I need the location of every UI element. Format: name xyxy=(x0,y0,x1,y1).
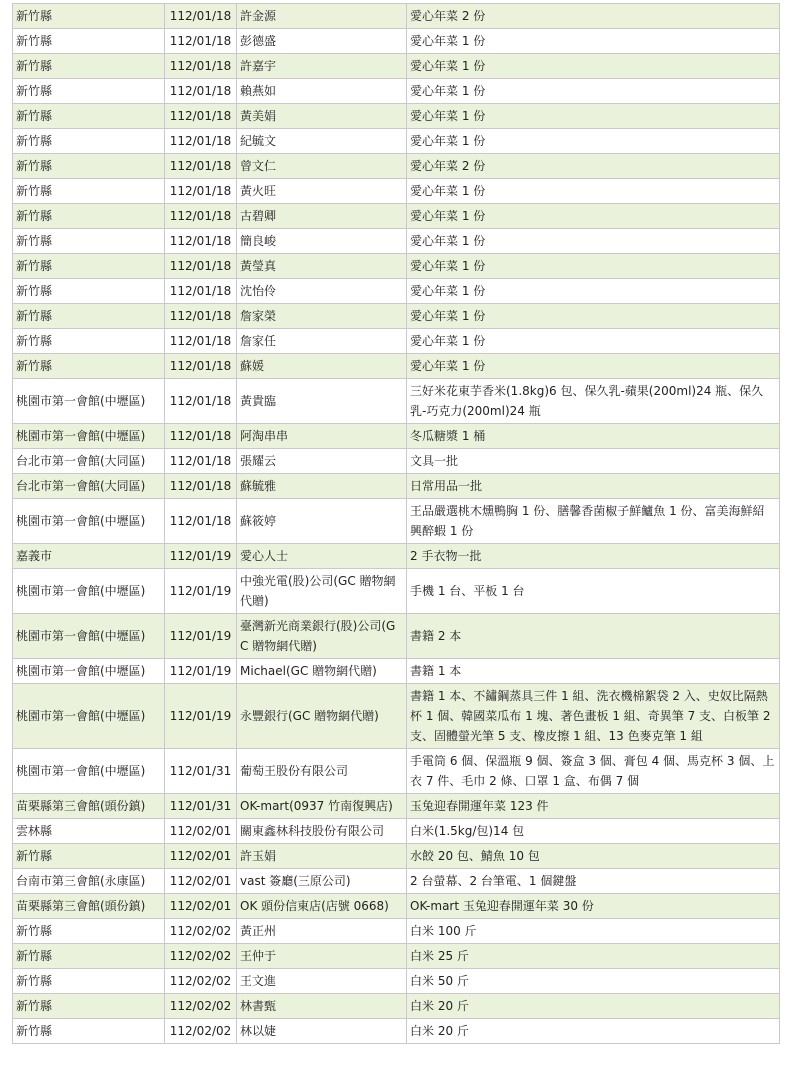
table-row xyxy=(13,499,780,544)
item-cell: 手機 1 台、平板 1 台 xyxy=(407,569,780,614)
org-cell: 新竹縣 xyxy=(13,279,165,304)
item-cell: 水餃 20 包、鯖魚 10 包 xyxy=(407,844,780,869)
org-cell: 新竹縣 xyxy=(13,844,165,869)
item-cell: 2 台螢幕、2 台筆電、1 個鍵盤 xyxy=(407,869,780,894)
donor-cell: 林書甄 xyxy=(237,994,407,1019)
org-cell: 桃園市第一會館(中壢區) xyxy=(13,499,165,544)
date-cell: 112/01/31 xyxy=(165,749,237,794)
table-row xyxy=(13,1019,780,1044)
table-row xyxy=(13,684,780,749)
date-cell: 112/01/19 xyxy=(165,614,237,659)
table-row xyxy=(13,204,780,229)
item-cell: 愛心年菜 2 份 xyxy=(407,154,780,179)
table-row xyxy=(13,614,780,659)
donor-cell: 蘇毓雅 xyxy=(237,474,407,499)
org-cell: 桃園市第一會館(中壢區) xyxy=(13,684,165,749)
item-cell: 文具一批 xyxy=(407,449,780,474)
item-cell: 書籍 2 本 xyxy=(407,614,780,659)
table-row xyxy=(13,129,780,154)
table-row xyxy=(13,29,780,54)
date-cell: 112/02/01 xyxy=(165,894,237,919)
org-cell: 新竹縣 xyxy=(13,969,165,994)
date-cell: 112/02/02 xyxy=(165,994,237,1019)
org-cell: 新竹縣 xyxy=(13,154,165,179)
date-cell: 112/01/18 xyxy=(165,204,237,229)
item-cell: 白米 20 斤 xyxy=(407,994,780,1019)
item-cell: 玉兔迎春開運年菜 123 件 xyxy=(407,794,780,819)
donor-cell: 紀毓文 xyxy=(237,129,407,154)
date-cell: 112/01/18 xyxy=(165,499,237,544)
donor-cell: 彭德盛 xyxy=(237,29,407,54)
item-cell: 愛心年菜 1 份 xyxy=(407,329,780,354)
table-row xyxy=(13,544,780,569)
org-cell: 苗栗縣第三會館(頭份鎮) xyxy=(13,894,165,919)
table-row xyxy=(13,474,780,499)
item-cell: 冬瓜糖漿 1 桶 xyxy=(407,424,780,449)
date-cell: 112/01/18 xyxy=(165,424,237,449)
org-cell: 新竹縣 xyxy=(13,79,165,104)
item-cell: 手電筒 6 個、保溫瓶 9 個、簽盒 3 個、膏包 4 個、馬克杯 3 個、上衣 7 件、毛巾 2 條、口罩 1 盒、布偶 7 個 xyxy=(407,749,780,794)
table-row xyxy=(13,304,780,329)
org-cell: 新竹縣 xyxy=(13,104,165,129)
donor-cell: 黃美娟 xyxy=(237,104,407,129)
table-row xyxy=(13,944,780,969)
table-row xyxy=(13,919,780,944)
org-cell: 新竹縣 xyxy=(13,254,165,279)
org-cell: 桃園市第一會館(中壢區) xyxy=(13,379,165,424)
item-cell: 愛心年菜 1 份 xyxy=(407,129,780,154)
org-cell: 台北市第一會館(大同區) xyxy=(13,474,165,499)
item-cell: 愛心年菜 1 份 xyxy=(407,179,780,204)
table-row xyxy=(13,79,780,104)
org-cell: 新竹縣 xyxy=(13,1019,165,1044)
donor-cell: 蘇媛 xyxy=(237,354,407,379)
donor-cell: OK 頭份信東店(店號 0668) xyxy=(237,894,407,919)
date-cell: 112/02/01 xyxy=(165,869,237,894)
item-cell: 王品嚴選桃木燻鴨胸 1 份、膳馨香菌椒子鮮鱸魚 1 份、富美海鮮紹興醉蝦 1 份 xyxy=(407,499,780,544)
org-cell: 桃園市第一會館(中壢區) xyxy=(13,749,165,794)
date-cell: 112/01/18 xyxy=(165,379,237,424)
org-cell: 新竹縣 xyxy=(13,54,165,79)
donor-cell: 阿淘串串 xyxy=(237,424,407,449)
org-cell: 新竹縣 xyxy=(13,4,165,29)
date-cell: 112/01/18 xyxy=(165,4,237,29)
date-cell: 112/01/18 xyxy=(165,279,237,304)
item-cell: 2 手衣物一批 xyxy=(407,544,780,569)
org-cell: 新竹縣 xyxy=(13,944,165,969)
item-cell: 愛心年菜 1 份 xyxy=(407,79,780,104)
donor-cell: Michael(GC 贈物網代贈) xyxy=(237,659,407,684)
table-row xyxy=(13,794,780,819)
item-cell: 愛心年菜 1 份 xyxy=(407,304,780,329)
item-cell: 愛心年菜 1 份 xyxy=(407,29,780,54)
item-cell: 愛心年菜 1 份 xyxy=(407,204,780,229)
table-row xyxy=(13,424,780,449)
donor-cell: 王仲于 xyxy=(237,944,407,969)
date-cell: 112/01/18 xyxy=(165,179,237,204)
table-row xyxy=(13,844,780,869)
table-row xyxy=(13,379,780,424)
org-cell: 新竹縣 xyxy=(13,994,165,1019)
item-cell: 三好米花東芋香米(1.8kg)6 包、保久乳-蘋果(200ml)24 瓶、保久乳-巧克力(200ml)24 瓶 xyxy=(407,379,780,424)
org-cell: 桃園市第一會館(中壢區) xyxy=(13,614,165,659)
table-row xyxy=(13,819,780,844)
donor-cell: 中強光電(股)公司(GC 贈物網代贈) xyxy=(237,569,407,614)
table-row xyxy=(13,254,780,279)
item-cell: 愛心年菜 1 份 xyxy=(407,354,780,379)
item-cell: 書籍 1 本 xyxy=(407,659,780,684)
item-cell: 白米 25 斤 xyxy=(407,944,780,969)
donor-cell: 詹家榮 xyxy=(237,304,407,329)
table-row xyxy=(13,4,780,29)
donor-cell: 葡萄王股份有限公司 xyxy=(237,749,407,794)
item-cell: 白米 100 斤 xyxy=(407,919,780,944)
table-row xyxy=(13,179,780,204)
org-cell: 新竹縣 xyxy=(13,919,165,944)
item-cell: 愛心年菜 1 份 xyxy=(407,54,780,79)
org-cell: 台北市第一會館(大同區) xyxy=(13,449,165,474)
date-cell: 112/01/18 xyxy=(165,129,237,154)
table-row xyxy=(13,994,780,1019)
donor-cell: 簡良峻 xyxy=(237,229,407,254)
donor-cell: OK-mart(0937 竹南復興店) xyxy=(237,794,407,819)
item-cell: 日常用品一批 xyxy=(407,474,780,499)
table-row xyxy=(13,354,780,379)
date-cell: 112/01/18 xyxy=(165,329,237,354)
table-row xyxy=(13,969,780,994)
table-row xyxy=(13,659,780,684)
date-cell: 112/01/19 xyxy=(165,659,237,684)
donor-cell: vast 簽廳(三原公司) xyxy=(237,869,407,894)
org-cell: 新竹縣 xyxy=(13,229,165,254)
org-cell: 台南市第三會館(永康區) xyxy=(13,869,165,894)
date-cell: 112/01/18 xyxy=(165,449,237,474)
table-row xyxy=(13,869,780,894)
donor-cell: 黃貴臨 xyxy=(237,379,407,424)
org-cell: 桃園市第一會館(中壢區) xyxy=(13,659,165,684)
donor-cell: 沈怡伶 xyxy=(237,279,407,304)
org-cell: 新竹縣 xyxy=(13,179,165,204)
table-row xyxy=(13,569,780,614)
date-cell: 112/01/18 xyxy=(165,254,237,279)
table-row xyxy=(13,449,780,474)
item-cell: 書籍 1 本、不鏽鋼蒸具三件 1 組、洗衣機棉絮袋 2 入、史奴比隔熱杯 1 個、韓國菜瓜布 1 塊、著色畫板 1 組、奇異筆 7 支、白板筆 2 支、固體螢光筆 5 支、橡皮擦 1 組、13 色麥克筆 1 組 xyxy=(407,684,780,749)
table-row xyxy=(13,104,780,129)
donation-table-body xyxy=(13,4,780,1044)
table-row xyxy=(13,229,780,254)
donor-cell: 賴燕如 xyxy=(237,79,407,104)
date-cell: 112/01/19 xyxy=(165,544,237,569)
date-cell: 112/02/01 xyxy=(165,819,237,844)
org-cell: 雲林縣 xyxy=(13,819,165,844)
item-cell: 愛心年菜 2 份 xyxy=(407,4,780,29)
date-cell: 112/01/31 xyxy=(165,794,237,819)
date-cell: 112/02/02 xyxy=(165,969,237,994)
donation-table xyxy=(12,3,780,1044)
date-cell: 112/01/19 xyxy=(165,569,237,614)
org-cell: 桃園市第一會館(中壢區) xyxy=(13,569,165,614)
date-cell: 112/01/18 xyxy=(165,79,237,104)
donor-cell: 黃瑩真 xyxy=(237,254,407,279)
donor-cell: 許玉娟 xyxy=(237,844,407,869)
date-cell: 112/02/02 xyxy=(165,1019,237,1044)
table-row xyxy=(13,749,780,794)
org-cell: 新竹縣 xyxy=(13,329,165,354)
donor-cell: 許嘉宇 xyxy=(237,54,407,79)
donor-cell: 古碧卿 xyxy=(237,204,407,229)
donor-cell: 林以婕 xyxy=(237,1019,407,1044)
org-cell: 新竹縣 xyxy=(13,354,165,379)
table-row xyxy=(13,154,780,179)
item-cell: 愛心年菜 1 份 xyxy=(407,279,780,304)
donor-cell: 張耀云 xyxy=(237,449,407,474)
item-cell: OK-mart 玉兔迎春開運年菜 30 份 xyxy=(407,894,780,919)
date-cell: 112/01/19 xyxy=(165,684,237,749)
donor-cell: 王文進 xyxy=(237,969,407,994)
org-cell: 新竹縣 xyxy=(13,304,165,329)
table-row xyxy=(13,279,780,304)
donor-cell: 黃正州 xyxy=(237,919,407,944)
donor-cell: 愛心人士 xyxy=(237,544,407,569)
donor-cell: 蘇筱婷 xyxy=(237,499,407,544)
donor-cell: 許金源 xyxy=(237,4,407,29)
donor-cell: 關東鑫林科技股份有限公司 xyxy=(237,819,407,844)
org-cell: 嘉義市 xyxy=(13,544,165,569)
item-cell: 愛心年菜 1 份 xyxy=(407,104,780,129)
org-cell: 新竹縣 xyxy=(13,29,165,54)
org-cell: 苗栗縣第三會館(頭份鎮) xyxy=(13,794,165,819)
table-row xyxy=(13,894,780,919)
date-cell: 112/02/02 xyxy=(165,944,237,969)
date-cell: 112/01/18 xyxy=(165,304,237,329)
table-row xyxy=(13,54,780,79)
date-cell: 112/02/02 xyxy=(165,919,237,944)
date-cell: 112/01/18 xyxy=(165,154,237,179)
item-cell: 愛心年菜 1 份 xyxy=(407,254,780,279)
table-row xyxy=(13,329,780,354)
date-cell: 112/01/18 xyxy=(165,229,237,254)
date-cell: 112/01/18 xyxy=(165,29,237,54)
date-cell: 112/01/18 xyxy=(165,474,237,499)
date-cell: 112/01/18 xyxy=(165,54,237,79)
item-cell: 白米(1.5kg/包)14 包 xyxy=(407,819,780,844)
date-cell: 112/01/18 xyxy=(165,104,237,129)
donor-cell: 曾文仁 xyxy=(237,154,407,179)
date-cell: 112/01/18 xyxy=(165,354,237,379)
date-cell: 112/02/01 xyxy=(165,844,237,869)
item-cell: 白米 50 斤 xyxy=(407,969,780,994)
donor-cell: 臺灣新光商業銀行(股)公司(GC 贈物網代贈) xyxy=(237,614,407,659)
org-cell: 新竹縣 xyxy=(13,129,165,154)
donor-cell: 黃火旺 xyxy=(237,179,407,204)
donor-cell: 永豐銀行(GC 贈物網代贈) xyxy=(237,684,407,749)
item-cell: 愛心年菜 1 份 xyxy=(407,229,780,254)
org-cell: 新竹縣 xyxy=(13,204,165,229)
donor-cell: 詹家任 xyxy=(237,329,407,354)
item-cell: 白米 20 斤 xyxy=(407,1019,780,1044)
org-cell: 桃園市第一會館(中壢區) xyxy=(13,424,165,449)
